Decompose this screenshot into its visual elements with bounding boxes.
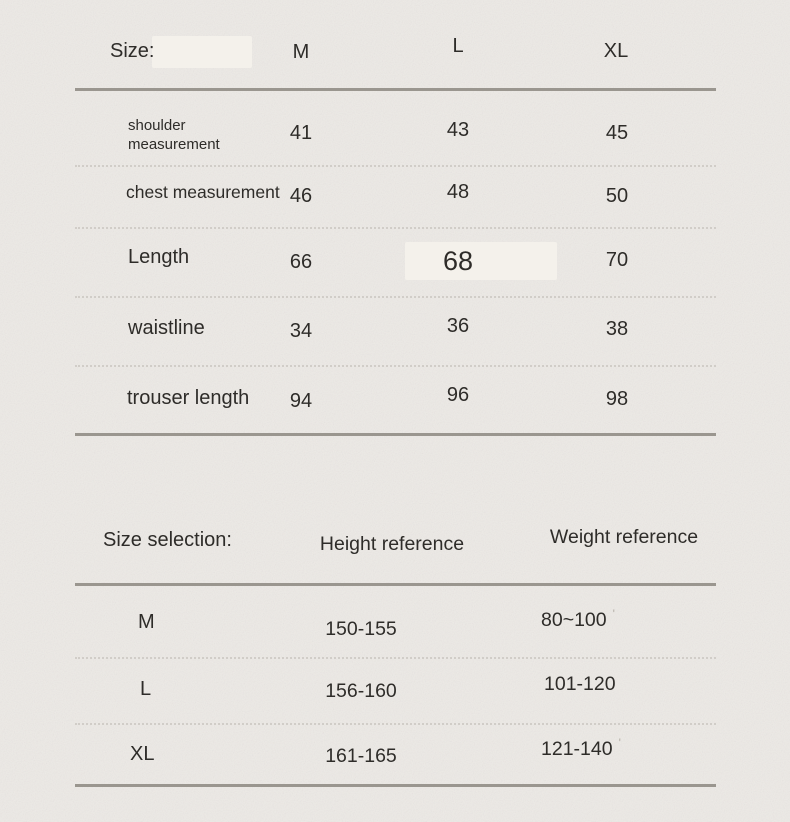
weight-cell bbox=[541, 738, 621, 760]
row-label: trouser length bbox=[127, 387, 250, 409]
row-label: waistline bbox=[128, 317, 205, 339]
size-column-xl: XL bbox=[603, 40, 629, 62]
cell-value: 36 bbox=[446, 315, 470, 337]
size-column-m: M bbox=[292, 41, 310, 63]
size-cell: L bbox=[140, 678, 152, 700]
row-divider bbox=[75, 227, 716, 229]
row-divider bbox=[75, 723, 716, 725]
selection-table-title: Size selection: bbox=[103, 529, 232, 551]
table-bottom-rule bbox=[75, 784, 716, 787]
height-reference-header: Height reference bbox=[319, 533, 465, 555]
weight-unit-mark: ' bbox=[612, 607, 615, 621]
table-bottom-rule bbox=[75, 433, 716, 436]
highlight-patch bbox=[405, 242, 557, 280]
size-table-title: Size: bbox=[110, 40, 155, 62]
weight-reference-header: Weight reference bbox=[549, 526, 699, 548]
table-header-rule bbox=[75, 88, 716, 91]
height-cell: 150-155 bbox=[325, 618, 397, 640]
cell-value: 94 bbox=[289, 390, 313, 412]
weight-unit-mark: ' bbox=[618, 736, 621, 750]
weight-value: 121-140 bbox=[541, 738, 613, 760]
cell-value: 66 bbox=[289, 251, 313, 273]
cell-value: 70 bbox=[605, 249, 629, 271]
cell-value-highlighted: 68 bbox=[442, 246, 474, 276]
cell-value: 98 bbox=[605, 388, 629, 410]
weight-value: 80~100 bbox=[541, 609, 607, 631]
weight-value: 101-120 bbox=[544, 673, 616, 695]
height-cell: 161-165 bbox=[325, 745, 397, 767]
row-divider bbox=[75, 296, 716, 298]
cell-value: 43 bbox=[446, 119, 470, 141]
size-column-l: L bbox=[452, 35, 464, 57]
cell-value: 96 bbox=[446, 384, 470, 406]
cell-value: 46 bbox=[289, 185, 313, 207]
weight-cell bbox=[544, 673, 622, 695]
cell-value: 34 bbox=[289, 320, 313, 342]
cell-value: 50 bbox=[605, 185, 629, 207]
row-label: shoulder measurement bbox=[128, 117, 220, 153]
size-cell: XL bbox=[130, 743, 155, 765]
cell-value: 41 bbox=[289, 122, 313, 144]
row-label: chest measurement bbox=[126, 182, 280, 202]
table-header-rule bbox=[75, 583, 716, 586]
size-cell: M bbox=[138, 611, 155, 633]
cell-value: 48 bbox=[446, 181, 470, 203]
row-label: Length bbox=[128, 246, 190, 268]
height-cell: 156-160 bbox=[325, 680, 397, 702]
row-divider bbox=[75, 165, 716, 167]
cell-value: 45 bbox=[605, 122, 629, 144]
row-divider bbox=[75, 365, 716, 367]
row-divider bbox=[75, 657, 716, 659]
cell-value: 38 bbox=[605, 318, 629, 340]
highlight-patch bbox=[152, 36, 252, 68]
weight-cell bbox=[541, 609, 615, 631]
